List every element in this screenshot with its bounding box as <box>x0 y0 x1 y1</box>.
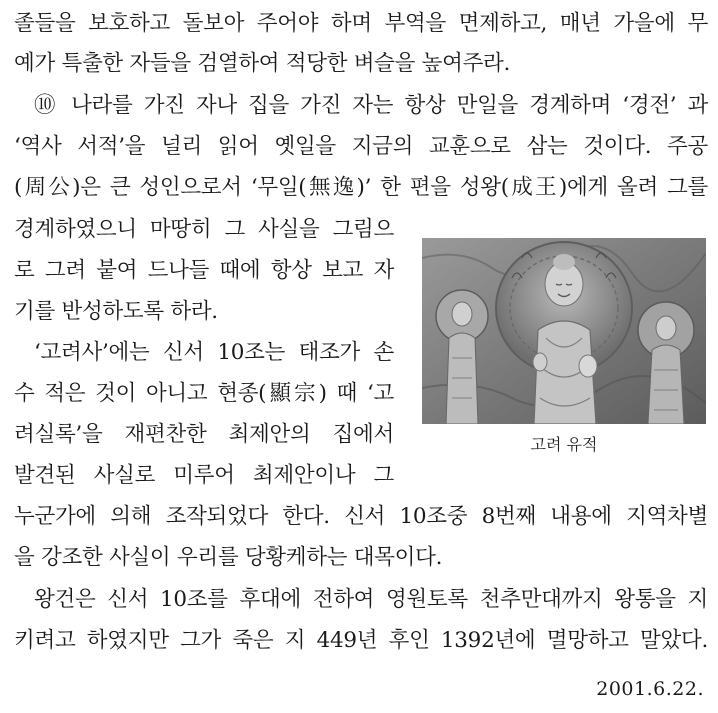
text-line: (周公)은 큰 성인으로서 ‘무일(無逸)’ 한 편을 성왕(成王)에게 올려 그를 <box>14 175 709 200</box>
text-line: 로 그려 붙여 드나들 때에 항상 보고 자 <box>14 258 394 283</box>
text-line: 려실록’을 재편찬한 최제안의 집에서 <box>14 422 394 447</box>
text-line: 발견된 사실로 미루어 최제안이나 그 <box>14 463 394 488</box>
text-line: 왕건은 신서 10조를 후대에 전하여 영원토록 천추만대까지 왕통을 지 <box>34 587 708 612</box>
text-line: ‘역사 서적’을 널리 읽어 옛일을 지금의 교훈으로 삼는 것이다. 주공 <box>14 134 708 159</box>
text-line: ‘고려사’에는 신서 10조는 태조가 손 <box>34 340 394 365</box>
text-line: 누군가에 의해 조작되었다 한다. 신서 10조중 8번째 내용에 지역차별 <box>14 504 708 529</box>
figure-caption: 고려 유적 <box>530 435 598 454</box>
text-line: 경계하였으니 마땅히 그 사실을 그림으 <box>14 217 394 242</box>
stone-relief-image <box>422 238 706 424</box>
text-line: 키려고 하였지만 그가 죽은 지 449년 후인 1392년에 멸망하고 말았다. <box>14 628 708 653</box>
text-line: ⑩ 나라를 가진 자나 집을 가진 자는 항상 만일을 경계하며 ‘경전’ 과 <box>34 93 708 118</box>
text-line: 수 적은 것이 아니고 현종(顯宗) 때 ‘고 <box>14 381 394 406</box>
relief-photo <box>422 238 706 424</box>
document-date: 2001.6.22. <box>596 678 704 700</box>
text-line: 졸들을 보호하고 돌보아 주어야 하며 부역을 면제하고, 매년 가을에 무 <box>14 11 708 36</box>
text-line: 기를 반성하도록 하라. <box>14 299 218 324</box>
text-line: 예가 특출한 자들을 검열하여 적당한 벼슬을 높여주라. <box>14 51 511 76</box>
text-line: 을 강조한 사실이 우리를 당황케하는 대목이다. <box>14 545 443 570</box>
